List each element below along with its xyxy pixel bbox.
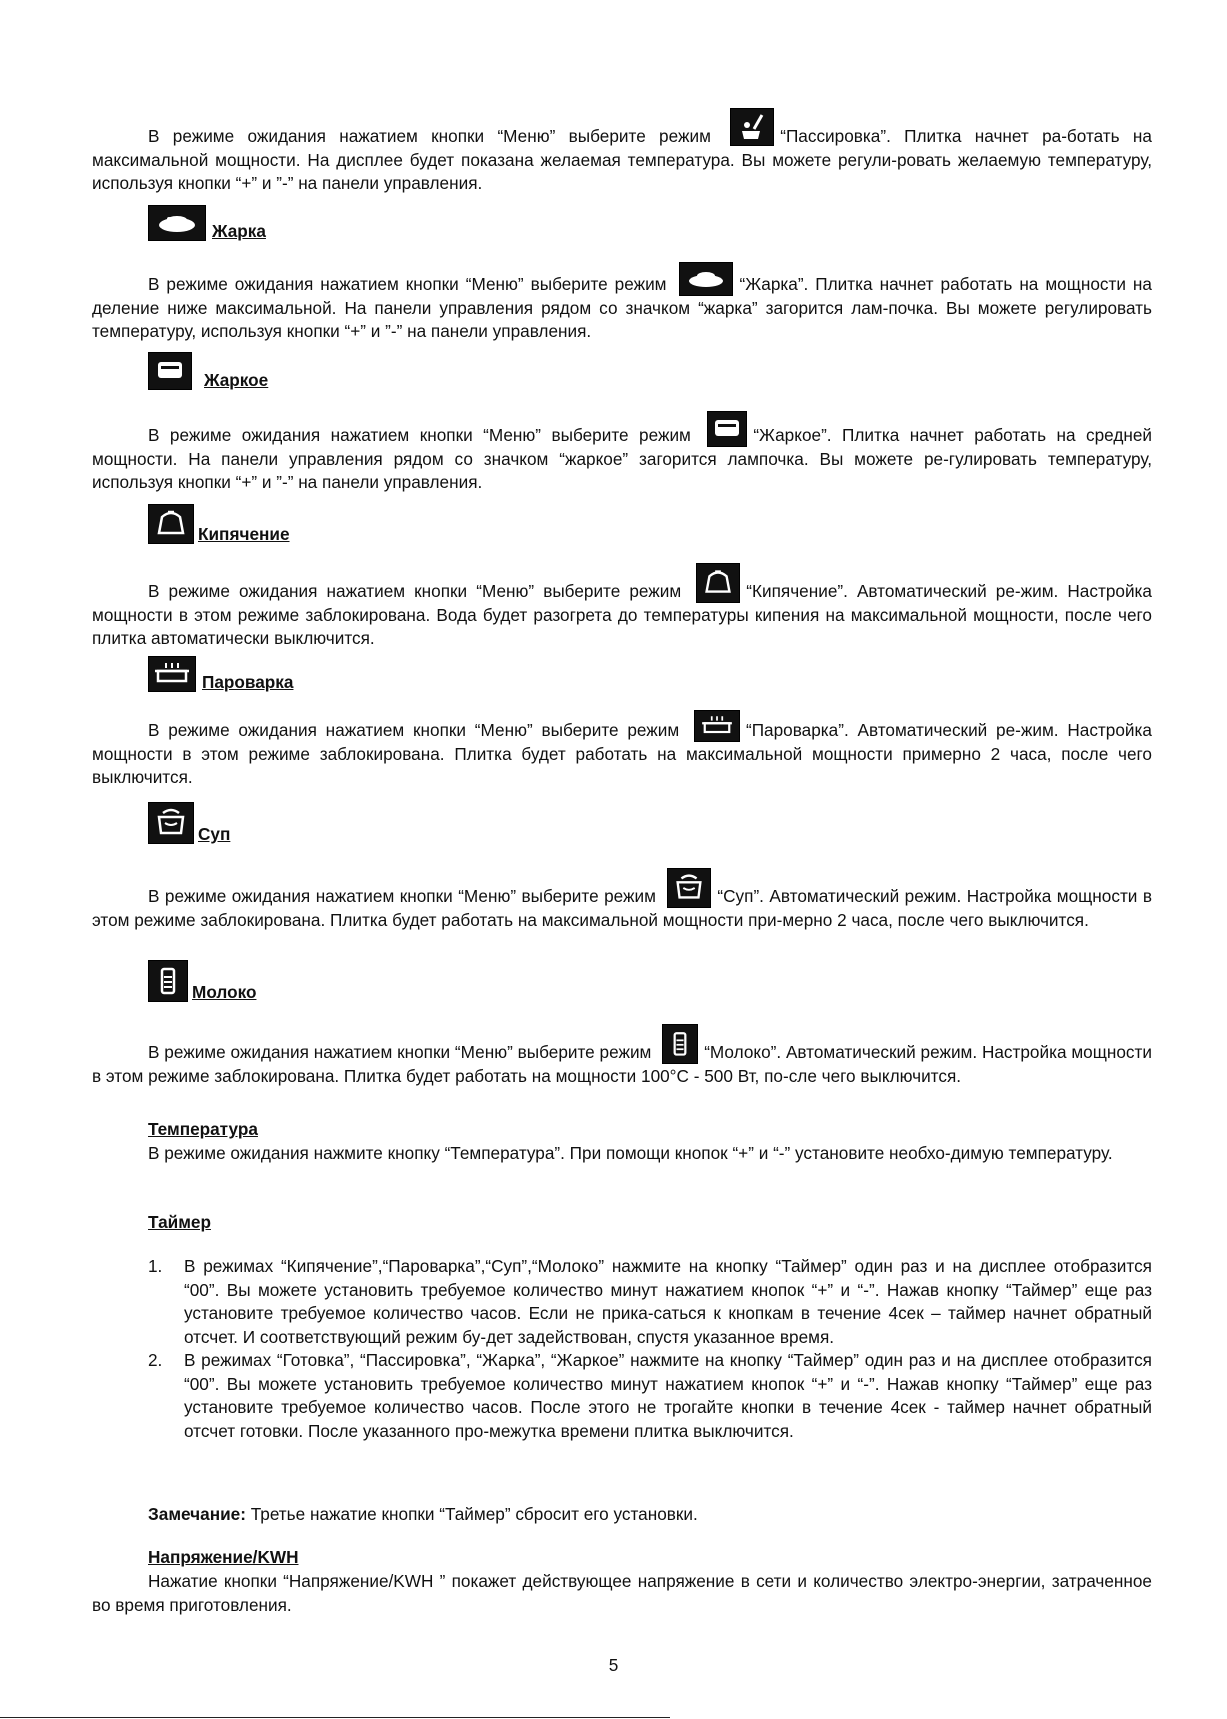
zharka-text-before: В режиме ожидания нажатием кнопки “Меню” выберите режим <box>148 274 667 294</box>
note-paragraph <box>92 1503 1152 1527</box>
kipyachenie-heading <box>148 504 290 544</box>
voltage-title: Напряжение/KWH <box>148 1547 299 1567</box>
sup-text-after: “Суп”. Автоматический режим. Настройка мощности в этом режиме заблокирована. Плитка будет работать на максимальной мощности при-мерно 2 часа, после чего выключится. <box>92 886 1153 930</box>
zharka-paragraph <box>92 262 1152 344</box>
zharka-title: Жарка <box>212 221 266 241</box>
moloko-title: Молоко <box>192 982 257 1002</box>
taimer-title: Таймер <box>148 1212 211 1232</box>
note-text: Третье нажатие кнопки “Таймер” сбросит его установки. <box>245 1504 698 1524</box>
zharka-heading <box>148 205 266 241</box>
list-item-number: 1. <box>148 1256 163 1276</box>
parovarka-text-after: “Пароварка”. Автоматический ре-жим. Настройка мощности в этом режиме заблокирована. Плитка будет работать на максимальной мощности примерно 2 часа, после чего выключится. <box>92 720 1152 787</box>
steamer-icon <box>148 656 196 692</box>
milk-bottle-icon <box>148 960 188 1002</box>
parovarka-paragraph <box>92 710 1152 790</box>
steamer-icon <box>694 710 740 742</box>
parovarka-title: Пароварка <box>202 672 294 692</box>
temperatura-paragraph <box>92 1142 1152 1166</box>
frying-pan-icon <box>148 205 206 241</box>
zharkoe-text-before: В режиме ожидания нажатием кнопки “Меню” выберите режим <box>148 425 691 445</box>
roast-pot-icon <box>148 352 192 390</box>
list-item-number: 2. <box>148 1350 163 1370</box>
parovarka-text-before: В режиме ожидания нажатием кнопки “Меню” выберите режим <box>148 720 680 740</box>
zharkoe-heading <box>148 352 268 390</box>
kipyachenie-text-before: В режиме ожидания нажатием кнопки “Меню” выберите режим <box>148 581 682 601</box>
taimer-list <box>148 1255 1152 1443</box>
frying-pan-icon <box>679 262 733 296</box>
roast-pot-icon <box>707 411 747 447</box>
kettle-icon <box>148 504 194 544</box>
soup-pot-icon <box>148 802 194 844</box>
moloko-paragraph <box>92 1024 1152 1088</box>
list-item-text: В режимах “Готовка”, “Пассировка”, “Жарка”, “Жаркое” нажмите на кнопку “Таймер” один раз и на дисплее отобразится “00”. Вы можете установить требуемое количество минут нажатием кнопок “+” и “-”. Нажав кнопку “Таймер” еще раз установите требуемое количество часов. После этого не трогайте кнопки в течение 4сек - таймер начнет обратный отсчет готовки. После указанного про-межутка времени плитка выключится. <box>184 1350 1152 1441</box>
moloko-text-before: В режиме ожидания нажатием кнопки “Меню” выберите режим <box>148 1042 652 1062</box>
moloko-text-after: “Молоко”. Автоматический режим. Настройка мощности в этом режиме заблокирована. Плитка будет работать на мощности 100°С - 500 Вт, по-сле чего выключится. <box>92 1042 1152 1086</box>
kipyachenie-title: Кипячение <box>198 524 290 544</box>
soup-pot-icon <box>667 868 711 908</box>
kettle-icon <box>696 563 740 603</box>
sup-text-before: В режиме ожидания нажатием кнопки “Меню” выберите режим <box>148 886 656 906</box>
footer-divider <box>0 1717 670 1718</box>
sup-heading <box>148 802 230 844</box>
zharkoe-paragraph <box>92 411 1152 495</box>
parovarka-heading <box>148 656 293 692</box>
temperatura-title: Температура <box>148 1119 258 1139</box>
list-item <box>148 1255 1152 1349</box>
kipyachenie-paragraph <box>92 563 1152 651</box>
list-item <box>148 1349 1152 1443</box>
note-label: Замечание: <box>148 1504 246 1524</box>
sup-paragraph <box>92 868 1152 932</box>
voltage-paragraph <box>92 1570 1152 1617</box>
voltage-text: Нажатие кнопки “Напряжение/KWH ” покажет действующее напряжение в сети и количество электро-энергии, затраченное во время приготовления. <box>92 1571 1152 1615</box>
kipyachenie-text-after: “Кипячение”. Автоматический ре-жим. Настройка мощности в этом режиме заблокирована. Вода будет разогрета до температуры кипения на максимальной мощности, после чего плитка автоматически выключится. <box>92 581 1152 648</box>
zharka-text-after: “Жарка”. Плитка начнет работать на мощности на деление ниже максимальной. На панели управления рядом со значком “жарка” загорится лам-почка. Вы можете регулировать температуру, используя кнопки “+” и ”-” на панели управления. <box>92 274 1152 341</box>
passirovka-text-after: “Пассировка”. Плитка начнет ра-ботать на максимальной мощности. На дисплее будет показана желаемая температура. Вы можете регули-ровать желаемую температуру, используя кнопки “+” и ”-” на панели управления. <box>92 126 1152 193</box>
passirovka-text-before: В режиме ожидания нажатием кнопки “Меню” выберите режим <box>148 126 711 146</box>
zharkoe-title: Жаркое <box>204 370 269 390</box>
moloko-heading <box>148 960 256 1002</box>
temperatura-text: В режиме ожидания нажмите кнопку “Температура”. При помощи кнопок “+” и “-” установите необхо-димую температуру. <box>148 1143 1113 1163</box>
page-number: 5 <box>608 1655 619 1675</box>
spoon-pan-icon <box>730 108 774 146</box>
milk-bottle-icon <box>662 1024 698 1064</box>
list-item-text: В режимах “Кипячение”,“Пароварка”,“Суп”,“Молоко” нажмите на кнопку “Таймер” один раз и на дисплее отобразится “00”. Вы можете установить требуемое количество минут нажатием кнопок “+” и “-”. Нажав кнопку “Таймер” еще раз установите требуемое количество часов. Если не прика-саться к кнопкам в течение 4сек – таймер начнет обратный отсчет. И соответствующий режим бу-дет задействован, спустя указанное время. <box>184 1256 1152 1347</box>
zharkoe-text-after: “Жаркое”. Плитка начнет работать на средней мощности. На панели управления рядом со значком “жаркое” загорится лампочка. Вы можете ре-гулировать температуру, используя кнопки “+” и ”-” на панели управления. <box>92 425 1152 492</box>
sup-title: Суп <box>198 824 231 844</box>
passirovka-paragraph <box>92 108 1152 196</box>
